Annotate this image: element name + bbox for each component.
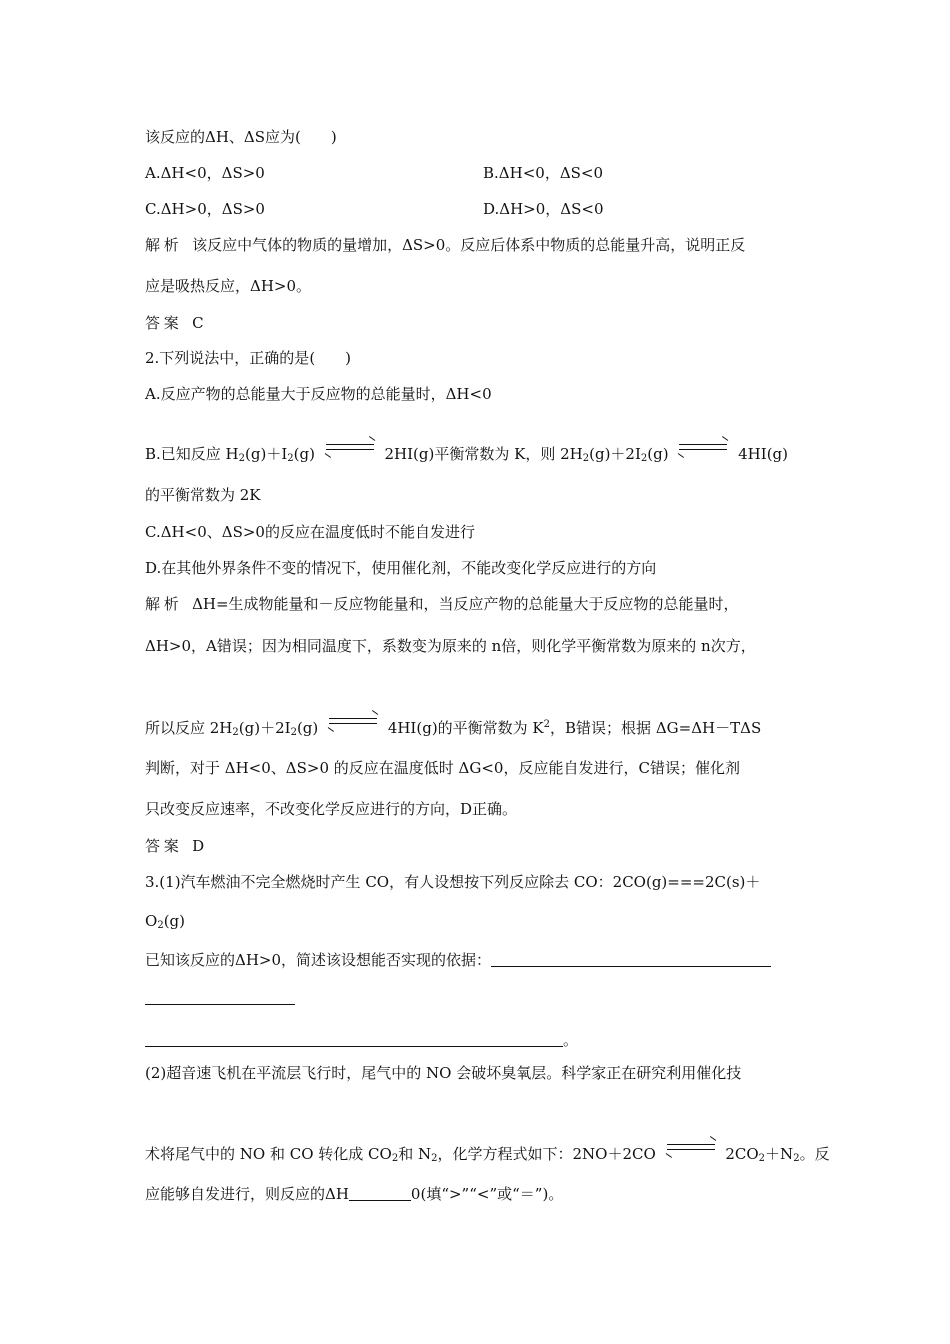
q1-option-a: A.ΔH<0，ΔS>0 — [145, 164, 265, 182]
equilibrium-arrow-icon — [329, 716, 377, 728]
text: O — [145, 912, 158, 930]
answer-blank-3[interactable] — [145, 1032, 563, 1047]
q2-option-a: A.反应产物的总能量大于反应物的总能量时，ΔH<0 — [145, 385, 492, 403]
analysis-text: ΔH=生成物能量和－反应物能量和，当反应产物的总能量大于反应物的总能量时， — [192, 595, 739, 613]
subscript: 2 — [287, 453, 294, 464]
analysis-text: 该反应中气体的物质的量增加，ΔS>0。反应后体系中物质的总能量升高，说明正反 — [192, 236, 746, 254]
text: 2CO — [725, 1145, 759, 1163]
text: 2HI(g)平衡常数为 K，则 2H — [384, 445, 583, 463]
text: 术将尾气中的 NO 和 CO 转化成 CO — [145, 1145, 392, 1163]
subscript: 2 — [640, 453, 648, 464]
q2-analysis-line-2: ΔH>0，A错误；因为相同温度下，系数变为原来的 n倍，则化学平衡常数为原来的 n次方， — [145, 637, 756, 655]
superscript: 2 — [543, 719, 551, 730]
analysis-label: 解析 — [145, 236, 183, 254]
q2-answer — [145, 836, 204, 856]
q1-analysis-line-1 — [145, 235, 745, 255]
answer-blank-4[interactable] — [349, 1186, 411, 1201]
text: (g) — [296, 719, 319, 737]
q1-answer — [145, 313, 204, 333]
q1-option-b: B.ΔH<0，ΔS<0 — [483, 164, 604, 182]
q1-option-c: C.ΔH>0，ΔS>0 — [145, 200, 265, 218]
q2-analysis-line-5: 只改变反应速率，不改变化学反应进行的方向，D正确。 — [145, 800, 518, 818]
text: (g)＋2I — [589, 445, 641, 463]
q3-part1-prompt — [145, 950, 771, 970]
answer-label: 答案 — [145, 837, 183, 855]
q3-part1-blank-line-2 — [145, 988, 295, 1008]
equilibrium-arrow-icon — [679, 442, 727, 454]
subscript: 2 — [290, 727, 297, 738]
subscript: 2 — [238, 453, 246, 464]
text: 所以反应 2H — [145, 719, 233, 737]
equilibrium-arrow-icon — [667, 1142, 715, 1154]
equilibrium-arrow-icon — [326, 442, 374, 454]
q3-part2-line-2 — [145, 1142, 830, 1169]
q2-analysis-line-1 — [145, 594, 739, 614]
q3-part2-line-3 — [145, 1184, 563, 1204]
q3-part1-line-1: 3.(1)汽车燃油不完全燃烧时产生 CO，有人设想按下列反应除去 CO：2CO(g)===2C(s)＋ — [145, 873, 761, 891]
text: 应能够自发进行，则反应的ΔH — [145, 1185, 349, 1203]
subscript: 2 — [157, 920, 164, 931]
q1-stem: 该反应的ΔH、ΔS应为( ) — [145, 128, 337, 146]
text: (g) — [163, 912, 185, 930]
text: B.已知反应 H — [145, 445, 239, 463]
text: 4HI(g) — [738, 445, 788, 463]
text: (g)＋I — [245, 445, 288, 463]
answer-label: 答案 — [145, 314, 183, 332]
prompt-text: 已知该反应的ΔH>0，简述该设想能否实现的依据： — [145, 951, 492, 969]
q1-analysis-line-2: 应是吸热反应，ΔH>0。 — [145, 277, 312, 295]
subscript: 2 — [793, 1153, 800, 1164]
subscript: 2 — [431, 1153, 438, 1164]
subscript: 2 — [582, 453, 590, 464]
text: 4HI(g)的平衡常数为 K — [387, 719, 544, 737]
answer-value: D — [192, 837, 205, 855]
q2-analysis-line-3 — [145, 715, 761, 743]
q1-option-d: D.ΔH>0，ΔS<0 — [483, 200, 604, 218]
answer-blank-1[interactable] — [491, 952, 771, 967]
answer-blank-2[interactable] — [145, 990, 295, 1005]
answer-value: C — [192, 314, 204, 332]
text: 。反 — [799, 1145, 830, 1163]
period: 。 — [563, 1031, 579, 1049]
text: 0(填“>”“<”或“＝”)。 — [410, 1185, 564, 1203]
q2-stem: 2.下列说法中，正确的是( ) — [145, 349, 352, 367]
subscript: 2 — [758, 1153, 766, 1164]
text: ，B错误；根据 ΔG=ΔH－TΔS — [550, 719, 762, 737]
subscript: 2 — [232, 727, 239, 738]
text: 和 N — [398, 1145, 432, 1163]
q2-option-b-line-2: 的平衡常数为 2K — [145, 486, 261, 504]
text: ＋N — [765, 1145, 794, 1163]
text: (g) — [293, 445, 315, 463]
subscript: 2 — [391, 1153, 399, 1164]
q2-option-d: D.在其他外界条件不变的情况下，使用催化剂，不能改变化学反应进行的方向 — [145, 559, 657, 577]
text: (g) — [647, 445, 669, 463]
q2-analysis-line-4: 判断，对于 ΔH<0、ΔS>0 的反应在温度低时 ΔG<0，反应能自发进行，C错误；催化剂 — [145, 759, 740, 777]
analysis-label: 解析 — [145, 595, 183, 613]
text: (g)＋2I — [238, 719, 291, 737]
q2-option-b-line-1 — [145, 442, 788, 469]
q3-part2-line-1: (2)超音速飞机在平流层飞行时，尾气中的 NO 会破坏臭氧层。科学家正在研究利用催化技 — [145, 1064, 742, 1082]
q2-option-c: C.ΔH<0、ΔS>0的反应在温度低时不能自发进行 — [145, 523, 475, 541]
q3-part1-blank-line-3 — [145, 1030, 578, 1050]
text: ，化学方程式如下：2NO＋2CO — [437, 1145, 656, 1163]
q3-part1-line-2 — [145, 911, 185, 936]
